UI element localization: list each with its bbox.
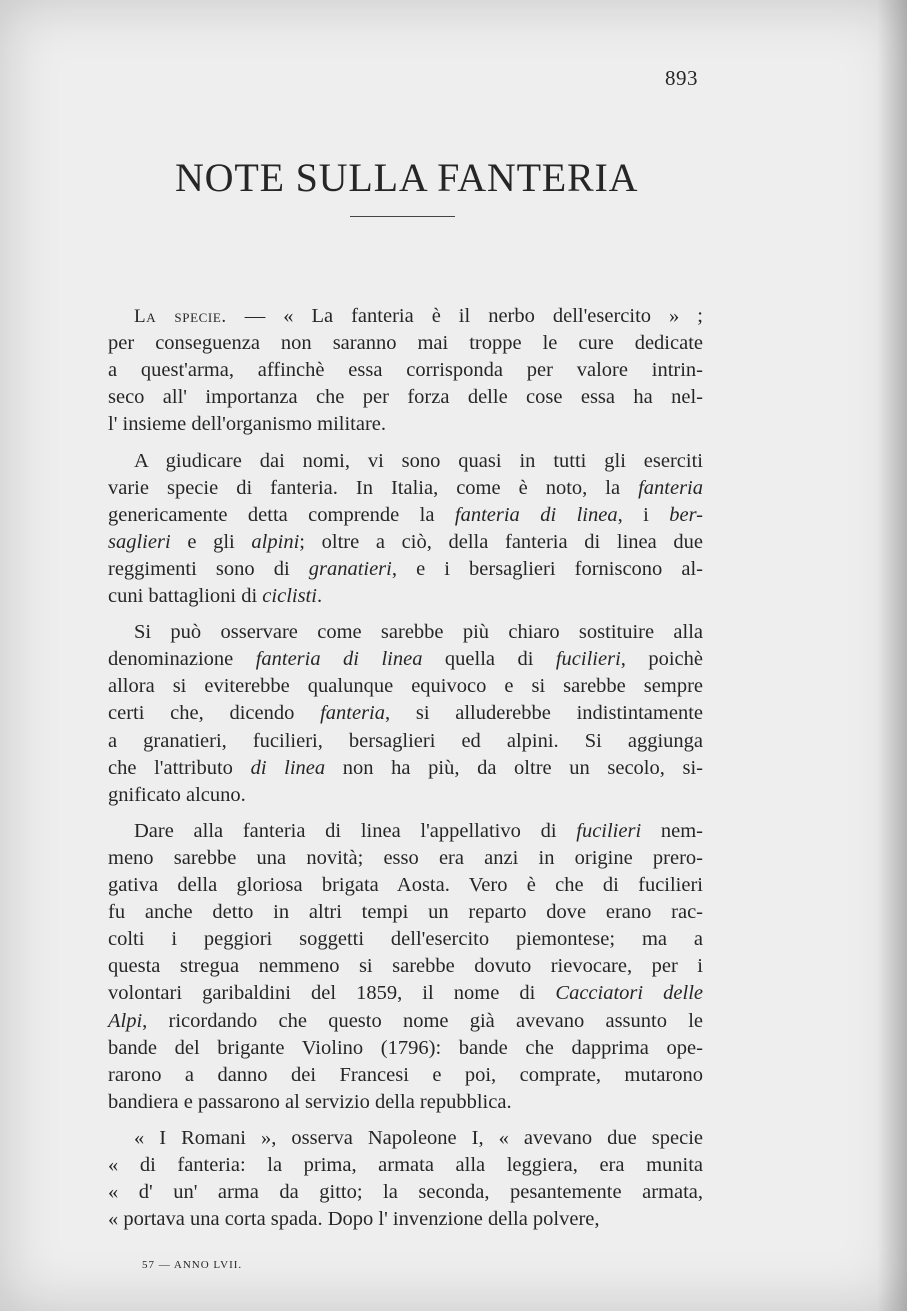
- text-run: bandiera e passarono al servizio della repubblica.: [108, 1090, 512, 1113]
- text-line: [108, 477, 703, 500]
- text-line: [108, 359, 703, 382]
- text-run: allora si eviterebbe qualunque equivoco e si sarebbe sempre: [108, 675, 703, 698]
- text-run: bande del brigante Violino (1796): bande che dapprima ope-: [108, 1036, 703, 1059]
- text-run: colti i peggiori soggetti dell'esercito piemontese; ma a: [108, 928, 703, 951]
- text-line: [108, 784, 703, 807]
- text-run: — « La fanteria è il nerbo dell'esercito » ;: [226, 305, 703, 327]
- text-run: Dare alla fanteria di linea l'appellativo di: [134, 819, 577, 842]
- italic-text: alpini: [251, 530, 300, 553]
- text-run: certi che, dicendo: [108, 702, 321, 725]
- italic-text: Alpi: [108, 1009, 143, 1032]
- binding-shadow: [877, 0, 907, 1311]
- text-run: , i: [617, 503, 670, 526]
- text-line: [108, 1064, 703, 1087]
- page-footer: 57 — ANNO LVII.: [142, 1259, 243, 1271]
- italic-text: ciclisti: [262, 585, 317, 607]
- italic-text: Cacciatori delle: [555, 982, 703, 1005]
- text-run: gnificato alcuno.: [108, 783, 246, 806]
- italic-text: saglieri: [108, 530, 171, 553]
- italic-text: di linea: [250, 756, 326, 779]
- text-line: [134, 1127, 703, 1150]
- text-run: rarono a danno dei Francesi e poi, comprate, mutarono: [108, 1063, 703, 1086]
- text-line: [108, 1010, 703, 1033]
- text-run: a granatieri, fucilieri, bersaglieri ed alpini. Si aggiunga: [108, 729, 703, 752]
- text-run: varie specie di fanteria. In Italia, come è noto, la: [108, 476, 639, 499]
- text-run: che l'attributo: [108, 756, 251, 779]
- italic-text: fanteria di linea: [454, 503, 618, 526]
- text-line: [108, 730, 703, 753]
- text-line: [108, 558, 703, 581]
- text-line: [108, 928, 703, 951]
- text-line: [108, 1091, 703, 1114]
- text-run: « d' un' arma da gitto; la seconda, pesantemente armata,: [108, 1181, 703, 1204]
- text-run: , si alluderebbe indistintamente: [385, 702, 703, 725]
- text-line: [134, 450, 703, 473]
- text-line: [108, 955, 703, 978]
- text-line: [108, 531, 703, 554]
- text-run: A giudicare dai nomi, vi sono quasi in tutti gli eserciti: [134, 449, 703, 472]
- italic-text: fucilieri: [576, 819, 642, 842]
- text-run: cuni battaglioni di: [108, 585, 263, 607]
- text-line: [108, 982, 703, 1005]
- page-number: 893: [665, 66, 698, 90]
- text-line: [108, 332, 703, 355]
- text-run: seco all' importanza che per forza delle cose essa ha nel-: [108, 386, 703, 409]
- text-line: [108, 675, 703, 698]
- text-line: [108, 504, 703, 527]
- text-run: « portava una corta spada. Dopo l' invenzione della polvere,: [108, 1208, 600, 1231]
- text-line: [134, 305, 703, 328]
- text-line: [108, 413, 703, 436]
- text-line: [108, 1037, 703, 1060]
- text-run: , e i bersaglieri forniscono al-: [391, 557, 703, 580]
- text-run: « di fanteria: la prima, armata alla leggiera, era munita: [108, 1154, 703, 1176]
- text-run: questa stregua nemmeno si sarebbe dovuto rievocare, per i: [108, 955, 703, 978]
- text-run: gativa della gloriosa brigata Aosta. Vero è che di fucilieri: [108, 874, 703, 896]
- section-heading: La specie.: [134, 306, 227, 327]
- text-line: [108, 901, 703, 924]
- text-run: a quest'arma, affinchè essa corrisponda per valore intrin-: [108, 359, 703, 382]
- text-run: genericamente detta comprende la: [108, 503, 455, 526]
- text-line: [108, 648, 703, 671]
- text-line: [108, 386, 703, 409]
- italic-text: ber-: [669, 503, 703, 526]
- italic-text: fucilieri: [555, 648, 621, 671]
- italic-text: fanteria: [320, 702, 385, 725]
- text-run: l' insieme dell'organismo militare.: [108, 413, 387, 436]
- text-run: quella di: [422, 648, 556, 671]
- text-run: ; oltre a ciò, della fanteria di linea due: [299, 530, 703, 553]
- text-run: Si può osservare come sarebbe più chiaro sostituire alla: [134, 621, 703, 644]
- text-line: [108, 702, 703, 725]
- text-run: denominazione: [108, 648, 256, 671]
- title-rule: [350, 216, 455, 217]
- text-run: volontari garibaldini del 1859, il nome di: [108, 982, 556, 1005]
- text-run: reggimenti sono di: [108, 557, 309, 580]
- text-line: [108, 1154, 703, 1177]
- text-line: [108, 757, 703, 780]
- text-line: [134, 621, 703, 644]
- page-title: NOTE SULLA FANTERIA: [175, 155, 639, 200]
- text-run: nem-: [641, 819, 703, 842]
- text-line: [108, 874, 703, 897]
- text-line: [134, 820, 703, 843]
- text-line: [108, 1181, 703, 1204]
- text-run: « I Romani », osserva Napoleone I, « avevano due specie: [134, 1126, 703, 1149]
- text-run: e gli: [170, 530, 252, 553]
- text-line: [108, 585, 703, 608]
- italic-text: granatieri: [308, 557, 392, 580]
- text-line: [108, 847, 703, 870]
- text-run: fu anche detto in altri tempi un reparto dove erano rac-: [108, 901, 703, 924]
- text-run: non ha più, da oltre un secolo, si-: [325, 756, 704, 779]
- italic-text: fanteria: [638, 476, 703, 499]
- text-run: , ricordando che questo nome già avevano assunto le: [142, 1009, 703, 1032]
- text-run: per conseguenza non saranno mai troppe le cure dedicate: [108, 332, 703, 355]
- text-run: meno sarebbe una novità; esso era anzi in origine prero-: [108, 846, 703, 869]
- text-run: .: [316, 585, 323, 607]
- text-line: [108, 1208, 703, 1231]
- italic-text: fanteria di linea: [255, 648, 423, 671]
- text-run: , poichè: [620, 648, 703, 671]
